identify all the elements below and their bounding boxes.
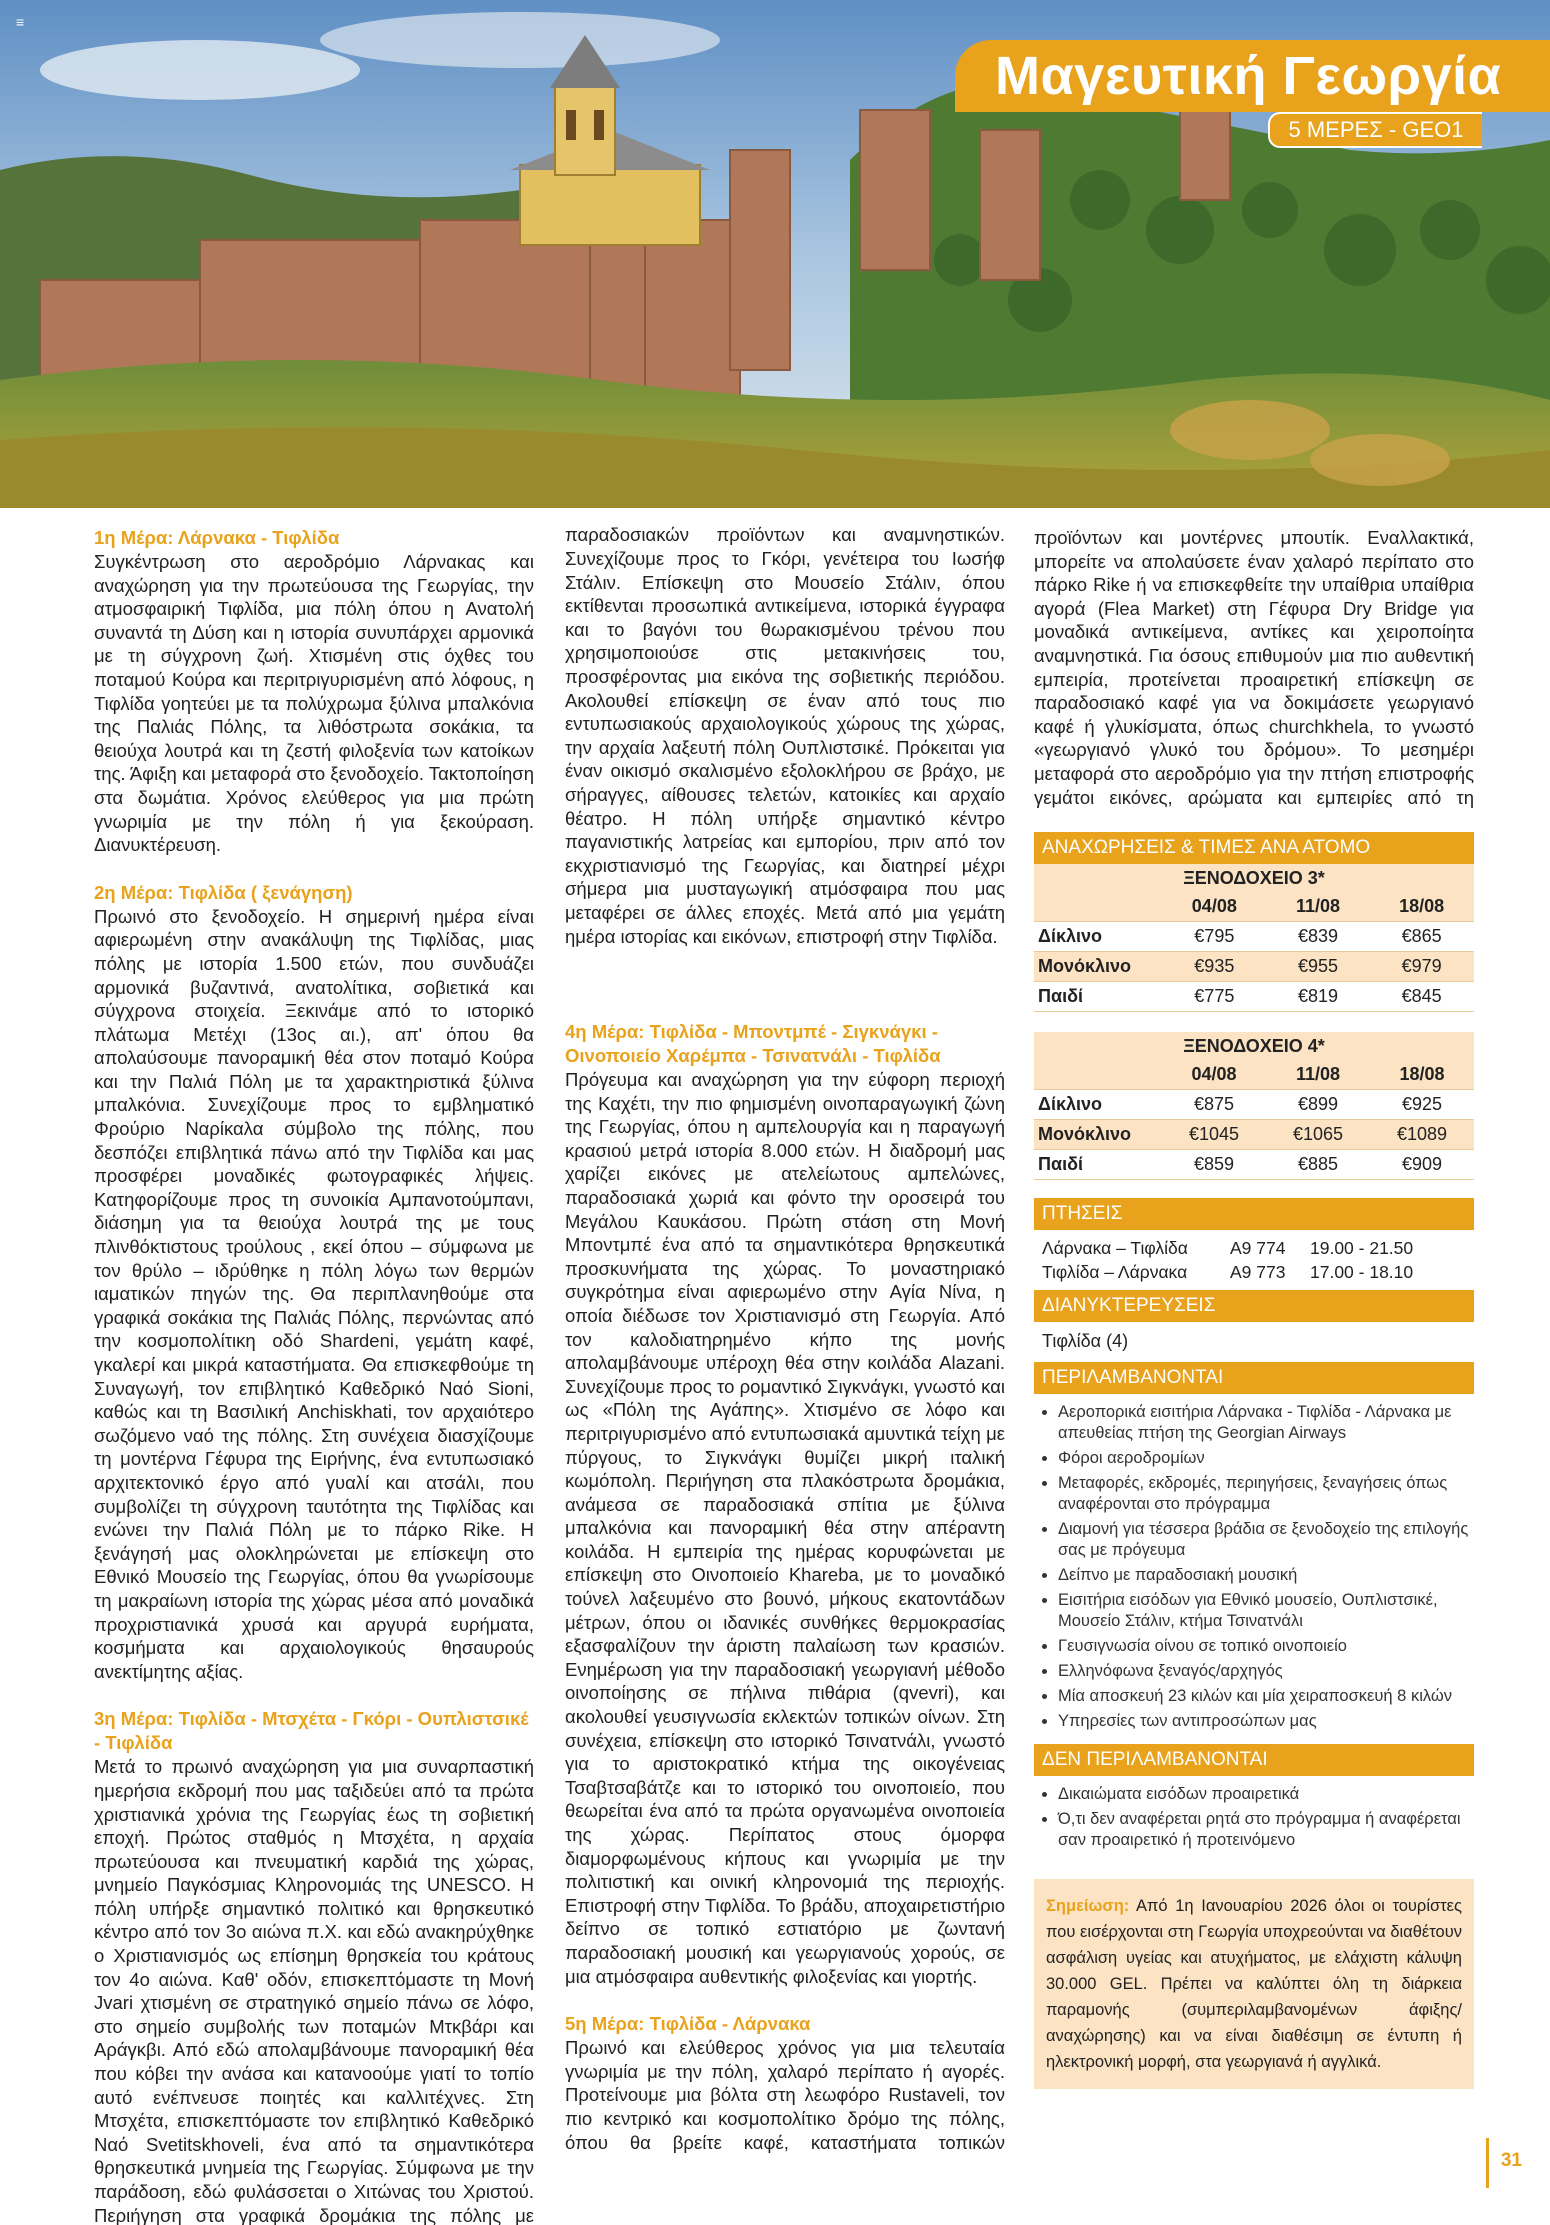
price-row	[1034, 922, 1474, 952]
list-item: • Ό,τι δεν αναφέρεται ρητά στο πρόγραμμα ή αναφέρεται σαν προαιρετικό ή προτεινόμενο	[1058, 1809, 1470, 1851]
flight-route: Λάρνακα – Τιφλίδα	[1042, 1238, 1188, 1258]
price-cell: €1045	[1162, 1120, 1266, 1150]
price-cell: €935	[1162, 952, 1267, 982]
day-4	[565, 1020, 1005, 1988]
itinerary-column-2	[565, 526, 1005, 2154]
overnights-section	[1034, 1290, 1474, 1362]
day-1-text: Συγκέντρωση στο αεροδρόμιο Λάρνακας και αναχώρηση για την πρωτεύουσα της Γεωργίας, την ατμοσφαιρική Τιφλίδα, μια πόλη όπου η Ανατολή συναντά τη Δύση και η ιστορία συνυπάρχει αρμονικά με τη σύγχρονη ζωή. Χτισμένη στις όχθες του ποταμού Κούρα και περιτριγυρισμένη από λόφους, η Τιφλίδα γοητεύει με τα πολύχρωμα ξύλινα μπαλκόνια της Παλιάς Πόλης, τα λιθόστρωτα σοκάκια, τα θειούχα λουτρά και τη ζεστή φιλοξενία των κατοίκων της. Άφιξη και μεταφορά στο ξενοδοχείο. Τακτοποίηση στα δωμάτια. Χρόνος ελεύθερος για μια πρώτη γνωριμία με την πόλη ή για ξεκούραση. Διανυκτέρευση.	[94, 551, 534, 856]
list-item: • Αεροπορικά εισιτήρια Λάρνακα - Τιφλίδα - Λάρνακα με απευθείας πτήση της Georgian Airways	[1058, 1402, 1470, 1444]
room-type: Δίκλινο	[1034, 922, 1162, 952]
day-5-text-flow: προϊόντων και μοντέρνες μπουτίκ. Εναλλακτικά, μπορείτε να απολαύσετε έναν χαλαρό περίπατο στο πάρκο Rike ή να επισκεφθείτε την υπαίθρια υπαίθρια αγορά (Flea Market) στη Γέφυρα Dry Bridge για μοναδικά αντικείμενα, αντίκες και χειροποίητα αναμνηστικά. Για όσους επιθυμούν μια πιο αυθεντική εμπειρία, προτείνεται προαιρετική επίσκεψη σε παραδοσιακό καφέ για να δοκιμάσετε γεωργιανό καφέ ή γλυκίσματα, όπως churchkhela, το γνωστό «γεωργιανό γλυκό του δρόμου». Το μεσημέρι μεταφορά στο αεροδρόμιο για την πτήση επιστροφής γεμάτοι εικόνες, αρώματα και εμπειρίες από τη	[1034, 526, 1474, 808]
price-row	[1034, 1090, 1474, 1120]
departure-date: 11/08	[1266, 1060, 1370, 1090]
room-type: Παιδί	[1034, 1150, 1162, 1180]
flights-section	[1034, 1198, 1474, 1290]
day-3-text-flow: παραδοσιακών προϊόντων και αναμνηστικών. Συνεχίζουμε προς το Γκόρι, γενέτειρα του Ιωσήφ Στάλιν. Επίσκεψη στο Μουσείο Στάλιν, όπου εκτίθενται προσωπικά αντικείμενα, ιστορικά έγγραφα και το βαγόνι του θωρακισμένου τρένου που χρησιμοποιούσε στις μετακινήσεις του, προσφέροντας μια εικόνα της σοβιετικής περιόδου. Ακολουθεί επίσκεψη σε έναν από τους πιο εντυπωσιακούς αρχαιολογικούς χώρους της χώρας, την αρχαία λαξευτή πόλη Ουπλιστσικέ. Πρόκειται για έναν οικισμό σκαλισμένο εξολοκλήρου σε βράχο, με σήραγγες, αίθουσες τελετών, κατοικίες και αρχαίο θέατρο. Η πόλη υπήρξε σημαντικό κέντρο παγανιστικής λατρείας και εμπορίου, πριν από τον εκχριστιανισμό της Γεωργίας, και διατηρεί μέχρι σήμερα μια μυσταγωγική ατμόσφαιρα που μας μεταφέρει σε άλλες εποχές. Μετά από μια γεμάτη ημέρα ιστορίας και εικόνων, επιστροφή στην Τιφλίδα.	[565, 526, 1005, 947]
price-cell: €909	[1370, 1150, 1474, 1180]
overnights-heading: ΔΙΑΝΥΚΤΕΡΕΥΣΕΙΣ	[1034, 1290, 1474, 1322]
not-included-heading: ΔΕΝ ΠΕΡΙΛΑΜΒΑΝΟΝΤΑΙ	[1034, 1744, 1474, 1776]
day-5-title: 5η Μέρα: Τιφλίδα - Λάρνακα	[565, 2013, 811, 2035]
price-cell: €865	[1369, 922, 1474, 952]
day-3-title: 3η Μέρα: Τιφλίδα - Μτσχέτα - Γκόρι - Ουπλιστσικέ - Τιφλίδα	[94, 1708, 529, 1754]
hotel-block	[1034, 1032, 1474, 1180]
note-label: Σημείωση:	[1046, 1896, 1130, 1915]
price-row	[1034, 982, 1474, 1012]
trip-code-badge: 5 ΜΕΡΕΣ - GEO1	[1268, 112, 1482, 148]
price-cell: €1089	[1370, 1120, 1474, 1150]
departure-date: 18/08	[1370, 1060, 1474, 1090]
corner-cell	[1034, 1060, 1162, 1090]
day-1-title: 1η Μέρα: Λάρνακα - Τιφλίδα	[94, 527, 340, 548]
hotel-name: ΞΕΝΟΔΟΧΕΙΟ 4*	[1034, 1032, 1474, 1060]
flight-route: Τιφλίδα – Λάρνακα	[1042, 1262, 1188, 1282]
price-cell: €979	[1369, 952, 1474, 982]
flight-row	[1042, 1236, 1466, 1260]
hotel-block	[1034, 864, 1474, 1012]
flights-heading: ΠΤΗΣΕΙΣ	[1034, 1198, 1474, 1230]
flight-row	[1042, 1260, 1466, 1284]
corner-cell	[1034, 892, 1162, 922]
price-cell: €1065	[1266, 1120, 1370, 1150]
prices-section	[1034, 832, 1474, 1180]
price-cell: €955	[1267, 952, 1370, 982]
room-type: Μονόκλινο	[1034, 952, 1162, 982]
day-5-text: Πρωινό και ελεύθερος χρόνος για μια τελευταία γνωριμία με την πόλη, χαλαρό περίπατο ή αγορές. Προτείνουμε μια βόλτα στη λεωφόρο Rustaveli, τον πιο κεντρικό και κοσμοπολίτικο δρόμο της πόλης, όπου θα βρείτε καφέ, καταστήματα τοπικών	[565, 2037, 1005, 2153]
departure-date: 18/08	[1369, 892, 1474, 922]
overnights-text: Τιφλίδα (4)	[1042, 1331, 1129, 1351]
list-item: • Δικαιώματα εισόδων προαιρετικά	[1058, 1784, 1470, 1805]
list-item: • Γευσιγνωσία οίνου σε τοπικό οινοποιείο	[1058, 1636, 1470, 1657]
day-2	[94, 881, 534, 1684]
flight-code: A9 774	[1230, 1238, 1286, 1258]
flight-time: 17.00 - 18.10	[1310, 1262, 1414, 1282]
list-item: • Υπηρεσίες των αντιπροσώπων μας	[1058, 1711, 1470, 1732]
price-row	[1034, 1120, 1474, 1150]
not-included-section	[1034, 1744, 1474, 1863]
price-row	[1034, 1150, 1474, 1180]
note-text: Από 1η Ιανουαρίου 2026 όλοι οι τουρίστες που εισέρχονται στη Γεωργία υποχρεούνται να διαθέτουν ασφάλιση υγείας και ατυχήματος, με ελάχιστη κάλυψη 30.000 GEL. Πρέπει να καλύπτει όλη τη διάρκεια παραμονής (συμπεριλαμβανομένων άφιξης/αναχώρησης) και να είναι διαθέσιμη σε έντυπη ή ηλεκτρονική μορφή, στα γεωργιανά ή αγγλικά.	[1046, 1896, 1462, 2071]
info-column	[1034, 526, 1474, 2089]
list-item: • Εισιτήρια εισόδων για Εθνικό μουσείο, Ουπλιστσικέ, Μουσείο Στάλιν, κτήμα Τσινατνάλι	[1058, 1590, 1470, 1632]
price-cell: €925	[1370, 1090, 1474, 1120]
room-type: Δίκλινο	[1034, 1090, 1162, 1120]
price-cell: €775	[1162, 982, 1267, 1012]
title-banner	[955, 40, 1550, 112]
menu-icon[interactable]: ≡	[16, 14, 25, 30]
itinerary-column-1	[94, 526, 534, 2225]
list-item: • Μεταφορές, εκδρομές, περιηγήσεις, ξεναγήσεις όπως αναφέρονται στο πρόγραμμα	[1058, 1473, 1470, 1515]
day-4-text: Πρόγευμα και αναχώρηση για την εύφορη περιοχή της Καχέτι, την πιο φημισμένη οινοπαραγωγική ζώνη της Γεωργίας, όπου η αμπελουργία και η παραγωγή κρασιού μετρά ιστορία 8.000 ετών. Η διαδρομή μας χαρίζει εικόνες με ατελείωτους αμπελώνες, παραδοσιακά χωριά και φόντο την οροσειρά του Μεγάλου Καυκάσου. Πρώτη στάση στη Μονή Μποντμπέ ένα από τα σημαντικότερα θρησκευτικά προσκυνήματα της χώρας. Το μοναστηριακό συγκρότημα είναι αφιερωμένο στην Αγία Νίνα, η οποία διέδωσε τον Χριστιανισμό στη Γεωργία. Από τον καλοδιατηρημένο κήπο της μονής απολαμβάνουμε υπέροχη θέα στην κοιλάδα Alazani. Συνεχίζουμε προς το ρομαντικό Σιγκνάγκι, γνωστό και ως «Πόλη της Αγάπης». Χτισμένο σε λόφο και περιτριγυρισμένο από εντυπωσιακά αμυντικά τείχη με πύργους, το Σιγκνάγκι θυμίζει μικρή ιταλική κωμόπολη. Περιήγηση στα πλακόστρωτα δρομάκια, ανάμεσα σε παραδοσιακά σπίτια με ξύλινα μπαλκόνια και πανοραμική θέα στην απέραντη κοιλάδα. Η εμπειρία της ημέρας κορυφώνεται με επίσκεψη στο Οινοποιείο Khareba, με το μοναδικό τούνελ λαξευμένο στο βουνό, μήκους εκατοντάδων μέτρων, όπου οι ιδανικές συνθήκες θερμοκρασίας εξασφαλίζουν την άριστη παλαίωση των κρασιών. Ενημέρωση για την παραδοσιακή γεωργιανή μέθοδο οινοποίησης σε πήλινα πιθάρια (qvevri), και ακολουθεί γευσιγνωσία εκλεκτών τοπικών οίνων. Στη συνέχεια, επίσκεψη στο ιστορικό Τσινατνάλι, γνωστό για το αριστοκρατικό κτήμα της οικογένειας Τσαβτσαβάτζε και το ιστορικό του οινοποιείο, που θεωρείται ένα από τα πρώτα οργανωμένα οινοποιεία της χώρας. Περίπατος στους όμορφα διαμορφωμένους κήπους και γνωριμία με την πολιτιστική και οινική κληρονομιά της περιοχής. Επιστροφή στην Τιφλίδα. Το βράδυ, αποχαιρετιστήριο δείπνο σε τοπικό εστιατόριο με ζωντανή παραδοσιακή μουσική και γεωργιανούς χορούς, σε μια ατμόσφαιρα αυθεντικής φιλοξενίας και γιορτής.	[565, 1069, 1005, 1987]
day-2-text: Πρωινό στο ξενοδοχείο. Η σημερινή ημέρα είναι αφιερωμένη στην ανακάλυψη της Τιφλίδας, μιας πόλης με ιστορία 1.500 ετών, που συνδυάζει αρμονικά βυζαντινά, ανατολίτικα, σοβιετικά και σύγχρονα στοιχεία. Ξεκινάμε από το ιστορικό πλάτωμα Μετέχι (13ος αι.), απ' όπου θα απολαύσουμε πανοραμική θέα στον ποταμό Κούρα και την Παλιά Πόλη με τα χαρακτηριστικά ξύλινα μπαλκόνια. Συνεχίζουμε προς το εμβληματικό Φρούριο Ναρίκαλα σύμβολο της πόλης, που δεσπόζει επιβλητικά πάνω από την Τιφλίδα και μας προσφέρει μοναδικές φωτογραφικές λήψεις. Κατηφορίζουμε προς τη συνοικία Αμπανοτούμπανι, διάσημη για τα θειούχα λουτρά της με τους πλινθόκτιστους τρούλους , εκεί όπου – σύμφωνα με τον θρύλο – ιδρύθηκε η πόλη λόγω των θερμών ιαματικών πηγών της. Θα περιπλανηθούμε στα γραφικά σοκάκια της Παλιάς Πόλης, περνώντας από την κοσμοπολίτικη οδό Shardeni, γεμάτη καφέ, γκαλερί και μικρά καταστήματα. Θα επισκεφθούμε τη Συναγωγή, τον επιβλητικό Καθεδρικό Ναό Sioni, καθώς και τη Βασιλική Anchiskhati, τον αρχαιότερο σωζόμενο ναό της πόλης. Στη συνέχεια διασχίζουμε τη μοντέρνα Γέφυρα της Ειρήνης, ένα εντυπωσιακό αρχιτεκτονικό έργο από γυαλί και ατσάλι, που συμβολίζει τη σύγχρονη ταυτότητα της Τιφλίδας και ενώνει την Παλιά Πόλη με το πάρκο Rike. Η ξενάγησή μας ολοκληρώνεται με επίσκεψη στο Εθνικό Μουσείο της Γεωργίας, όπου θα γνωρίσουμε τη μακραίωνη ιστορία της χώρας μέσα από μοναδικά προχριστιανικά χρυσά και αργυρά ευρήματα, κοσμήματα και αρχαιολογικούς θησαυρούς ανεκτίμητης αξίας.	[94, 905, 534, 1682]
day-3-text: Μετά το πρωινό αναχώρηση για μια συναρπαστική ημερήσια εκδρομή που μας ταξιδεύει από τα πρώτα χριστιανικά χρόνια της Γεωργίας έως τη σοβιετική εποχή. Πρώτος σταθμός η Μτσχέτα, η αρχαία πρωτεύουσα και πνευματική καρδιά της χώρας, μνημείο Παγκόσμιας Κληρονομιάς της UNESCO. Η πόλη υπήρξε σημαντικό πολιτικό και θρησκευτικό κέντρο από τον 3ο αιώνα π.Χ. και εδώ ανακηρύχθηκε ο Χριστιανισμός ως επίσημη θρησκεία του κράτους τον 4ο αιώνα. Καθ' οδόν, επισκεπτόμαστε τη Μονή Jvari χτισμένη σε στρατηγικό σημείο πάνω σε λόφο, στο σημείο συμβολής των ποταμών Μτκβάρι και Αράγκβι. Από εδώ απολαμβάνουμε πανοραμική θέα που κόβει την ανάσα και κατανοούμε γιατί το τοπίο αυτό ενέπνευσε ποιητές και καλλιτέχνες. Στη Μτσχέτα, επισκεπτόμαστε τον επιβλητικό Καθεδρικό Ναό Svetitskhoveli, ένα από τα σημαντικότερα θρησκευτικά μνημεία της Γεωργίας. Σύμφωνα με την παράδοση, εδώ φυλάσσεται ο Χιτώνας του Χριστού. Περιήγηση στα γραφικά δρομάκια της πόλης με	[94, 1756, 534, 2225]
day-4-title: 4η Μέρα: Τιφλίδα - Μποντμπέ - Σιγκνάγκι - Οινοποιείο Χαρέμπα - Τσινατνάλι - Τιφλίδα	[565, 1021, 941, 1066]
flight-time: 19.00 - 21.50	[1310, 1238, 1414, 1258]
room-type: Μονόκλινο	[1034, 1120, 1162, 1150]
price-cell: €795	[1162, 922, 1267, 952]
price-cell: €875	[1162, 1090, 1266, 1120]
hotel-name: ΞΕΝΟΔΟΧΕΙΟ 3*	[1034, 864, 1474, 892]
price-cell: €885	[1266, 1150, 1370, 1180]
price-table-header	[1034, 892, 1474, 922]
price-cell: €839	[1267, 922, 1370, 952]
departure-date: 04/08	[1162, 1060, 1266, 1090]
list-item: • Διαμονή για τέσσερα βράδια σε ξενοδοχείο της επιλογής σας με πρόγευμα	[1058, 1519, 1470, 1561]
list-item: • Φόροι αεροδρομίων	[1058, 1448, 1470, 1469]
day-1	[94, 526, 534, 857]
price-row	[1034, 952, 1474, 982]
price-cell: €899	[1266, 1090, 1370, 1120]
price-cell: €845	[1369, 982, 1474, 1012]
price-table	[1034, 1060, 1474, 1180]
price-table	[1034, 892, 1474, 1012]
included-section	[1034, 1362, 1474, 1744]
day-3	[94, 1707, 534, 2225]
day-3-text-continued	[565, 526, 1005, 996]
included-heading: ΠΕΡΙΛΑΜΒΑΝΟΝΤΑΙ	[1034, 1362, 1474, 1394]
page-title: Μαγευτική Γεωργία	[995, 46, 1502, 106]
day-2-title: 2η Μέρα: Τιφλίδα ( ξενάγηση)	[94, 881, 353, 903]
list-item: • Ελληνόφωνα ξεναγός/αρχηγός	[1058, 1661, 1470, 1682]
price-cell: €859	[1162, 1150, 1266, 1180]
page-number: 31	[1486, 2138, 1522, 2188]
prices-heading: ΑΝΑΧΩΡΗΣΕΙΣ & ΤΙΜΕΣ ΑΝΑ ΑΤΟΜΟ	[1034, 832, 1474, 864]
hero-image	[0, 0, 1550, 508]
list-item: • Δείπνο με παραδοσιακή μουσική	[1058, 1565, 1470, 1586]
day-5-text-continued	[1034, 526, 1474, 810]
departure-date: 11/08	[1267, 892, 1370, 922]
room-type: Παιδί	[1034, 982, 1162, 1012]
day-5	[565, 2012, 1005, 2154]
flight-code: A9 773	[1230, 1262, 1286, 1282]
departure-date: 04/08	[1162, 892, 1267, 922]
list-item: • Μία αποσκευή 23 κιλών και μία χειραποσκευή 8 κιλών	[1058, 1686, 1470, 1707]
price-table-header	[1034, 1060, 1474, 1090]
note-box	[1034, 1879, 1474, 2089]
price-cell: €819	[1267, 982, 1370, 1012]
